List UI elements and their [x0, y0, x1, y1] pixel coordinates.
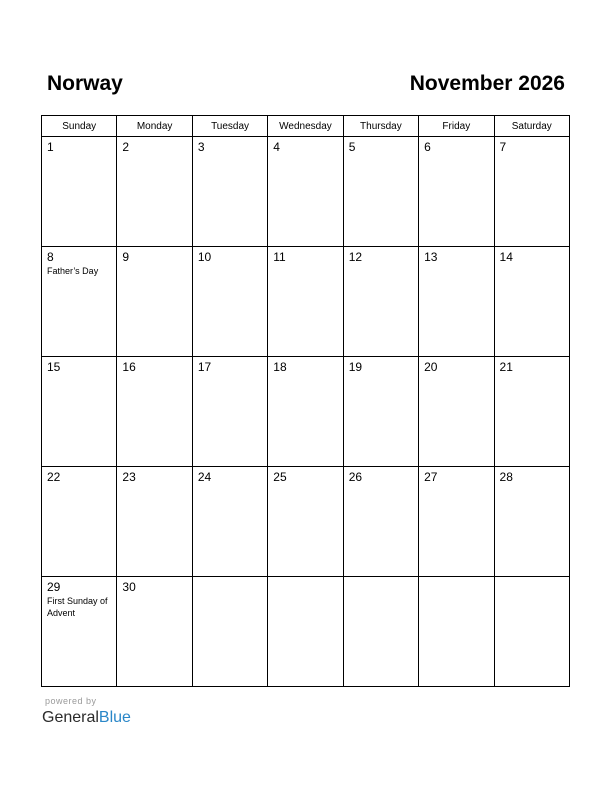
- brand-blue-text: Blue: [98, 709, 131, 726]
- calendar-day-cell: [343, 247, 418, 357]
- calendar-empty-cell: [192, 577, 267, 687]
- weekday-monday: Monday: [117, 116, 192, 137]
- day-number: 11: [273, 250, 286, 264]
- calendar-day-cell: [42, 137, 117, 247]
- day-number: 27: [424, 470, 438, 484]
- day-number: 20: [424, 360, 438, 374]
- day-number: 10: [197, 250, 212, 264]
- calendar-empty-cell: [268, 577, 343, 687]
- country-title: Norway: [47, 72, 123, 95]
- calendar-day-cell: [117, 357, 192, 467]
- calendar-week-row: [42, 577, 570, 687]
- calendar-week-row: [42, 137, 570, 247]
- calendar-day-cell: [42, 577, 117, 687]
- day-number: 15: [47, 360, 61, 374]
- powered-by-text: powered by: [45, 696, 97, 706]
- day-number: 16: [122, 360, 136, 374]
- day-number: 28: [499, 470, 513, 484]
- day-number: 4: [273, 140, 280, 154]
- month-year-title: November 2026: [409, 72, 565, 95]
- calendar-day-cell: [494, 247, 569, 357]
- day-number: 7: [499, 140, 507, 154]
- day-number: 8: [47, 250, 54, 264]
- calendar-day-cell: [42, 467, 117, 577]
- day-number: 19: [348, 360, 363, 374]
- day-number: 25: [273, 470, 287, 484]
- calendar-day-cell: [117, 467, 192, 577]
- calendar-week-row: [42, 247, 570, 357]
- day-number: 29: [47, 580, 61, 594]
- calendar-day-cell: [42, 357, 117, 467]
- calendar-empty-cell: [494, 577, 569, 687]
- day-number: 17: [197, 360, 212, 374]
- day-number: 3: [197, 140, 205, 154]
- calendar-day-cell: [419, 137, 494, 247]
- day-number: 2: [122, 140, 130, 154]
- calendar-day-cell: [494, 467, 569, 577]
- calendar-day-cell: [268, 247, 343, 357]
- weekday-header-row: [42, 116, 570, 137]
- day-number: 1: [47, 140, 54, 154]
- brand-general-text: General: [42, 709, 99, 726]
- day-number: 12: [348, 250, 363, 264]
- calendar-day-cell: [343, 467, 418, 577]
- calendar-day-cell: [117, 577, 192, 687]
- day-number: 13: [424, 250, 438, 264]
- calendar-day-cell: [192, 467, 267, 577]
- day-number: 30: [122, 580, 136, 594]
- calendar-day-cell: [268, 137, 343, 247]
- calendar-body: [42, 137, 570, 687]
- holiday-label: Father’s Day: [47, 266, 99, 276]
- calendar-day-cell: [117, 137, 192, 247]
- calendar-day-cell: [268, 467, 343, 577]
- calendar-day-cell: [419, 247, 494, 357]
- calendar-day-cell: [343, 357, 418, 467]
- weekday-wednesday: Wednesday: [268, 116, 343, 137]
- calendar-day-cell: [268, 357, 343, 467]
- calendar-empty-cell: [419, 577, 494, 687]
- calendar-day-cell: [343, 137, 418, 247]
- calendar-day-cell: [117, 247, 192, 357]
- calendar-empty-cell: [343, 577, 418, 687]
- day-number: 26: [348, 470, 363, 484]
- calendar-week-row: [42, 467, 570, 577]
- calendar-day-cell: [192, 247, 267, 357]
- calendar-day-cell: [494, 357, 569, 467]
- weekday-sunday: Sunday: [42, 116, 117, 137]
- calendar-day-cell: [419, 357, 494, 467]
- weekday-friday: Friday: [419, 116, 494, 137]
- calendar-week-row: [42, 357, 570, 467]
- calendar-grid: [41, 115, 570, 687]
- weekday-tuesday: Tuesday: [192, 116, 267, 137]
- calendar-day-cell: [494, 137, 569, 247]
- day-number: 21: [499, 360, 513, 374]
- weekday-thursday: Thursday: [343, 116, 418, 137]
- generalblue-logo: [42, 708, 131, 728]
- day-number: 14: [499, 250, 513, 264]
- day-number: 9: [122, 250, 130, 264]
- holiday-label: First Sunday of Advent: [47, 596, 108, 618]
- day-number: 24: [197, 470, 212, 484]
- day-number: 22: [47, 470, 61, 484]
- day-number: 5: [348, 140, 356, 154]
- day-number: 6: [424, 140, 431, 154]
- calendar-day-cell: [419, 467, 494, 577]
- day-number: 18: [273, 360, 287, 374]
- day-number: 23: [122, 470, 136, 484]
- calendar-day-cell: [192, 137, 267, 247]
- calendar-day-cell: [192, 357, 267, 467]
- weekday-saturday: Saturday: [494, 116, 569, 137]
- calendar-day-cell: [42, 247, 117, 357]
- footer-branding: [42, 696, 131, 728]
